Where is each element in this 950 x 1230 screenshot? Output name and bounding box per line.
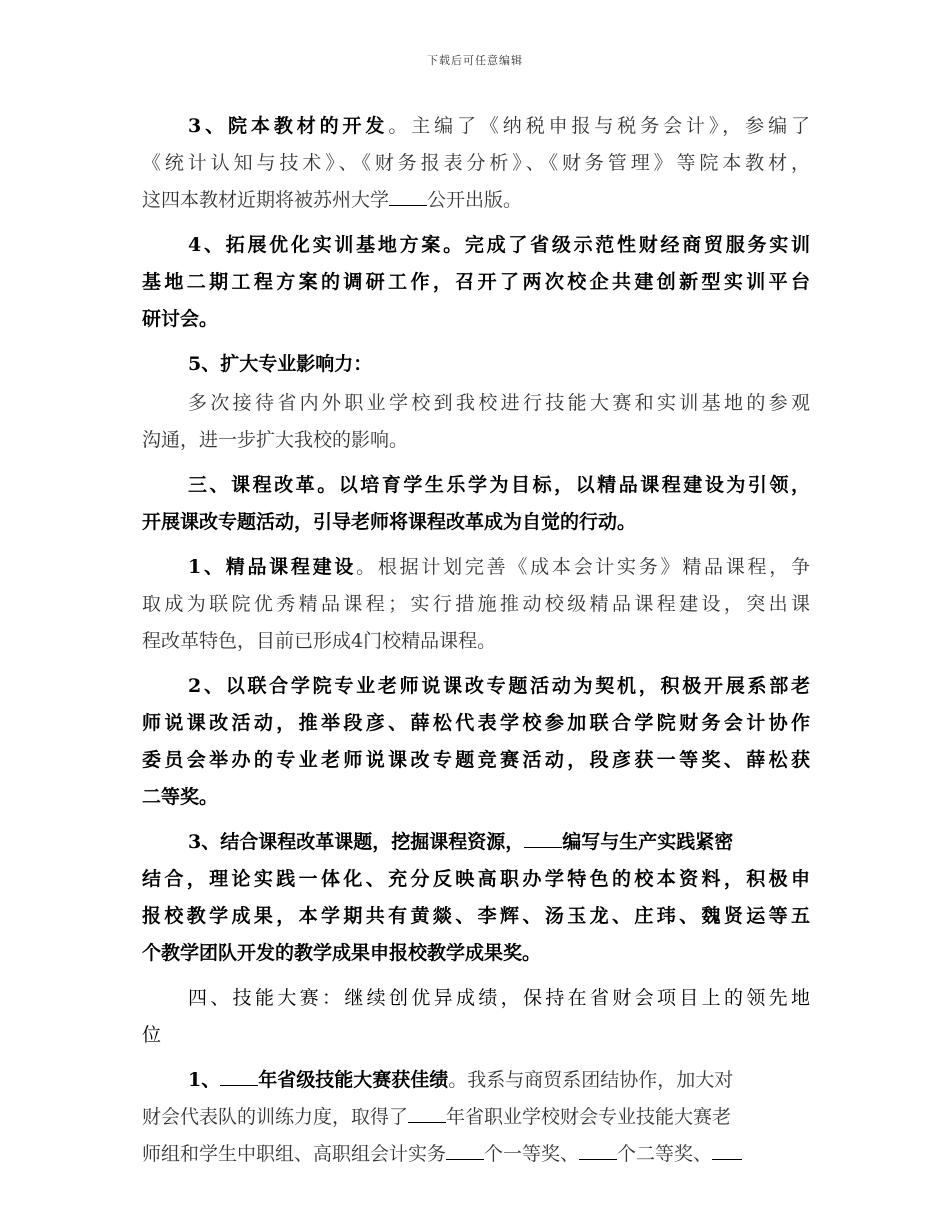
paragraph-training-base-line-1: 4、拓展优化实训基地方案。完成了省级示范性财经商贸服务实训	[188, 234, 810, 256]
paragraph-contest-results-line-2: 财会代表队的训练力度，取得了 年省职业学校财会专业技能大赛老	[142, 1099, 810, 1136]
heading-quality-course: 1、精品课程建设	[188, 556, 357, 578]
paragraph-textbook-line-1: 3、院本教材的开发。主编了《纳税申报与税务会计》，参编了	[188, 115, 810, 137]
paragraph-influence-line-1: 多次接待省内外职业学校到我校进行技能大赛和实训基地的参观	[188, 392, 810, 414]
blank-underline	[524, 825, 562, 848]
paragraph-training-base-line-2: 基地二期工程方案的调研工作，召开了两次校企共建创新型实训平台	[142, 271, 810, 293]
heading-course-reform-line-1: 三、课程改革。以培育学生乐学为目标，以精品课程建设为引领，	[188, 474, 810, 496]
blank-underline	[408, 1100, 446, 1123]
paragraph-lecture-line-1: 2、以联合学院专业老师说课改专题活动为契机，积极开展系部老	[188, 675, 810, 697]
paragraph-resources-line-1: 3、结合课程改革课题，挖掘课程资源， 编写与生产实践紧密	[142, 824, 810, 861]
blank-underline	[712, 1137, 742, 1160]
paragraph-quality-course-line-2: 取成为联院优秀精品课程；实行措施推动校级精品课程建设，突出课	[142, 593, 810, 615]
blank-underline	[446, 1137, 484, 1160]
blank-underline	[389, 183, 427, 206]
heading-skills-contest-line-2: 位	[142, 1024, 162, 1046]
document-body	[142, 108, 810, 1173]
paragraph-lecture-line-3: 委员会举办的专业老师说课改专题竞赛活动，段彦获一等奖、薛松获	[142, 749, 810, 771]
paragraph-textbook-line-2: 《统计认知与技术》、《财务报表分析》、《财务管理》等院本教材，	[142, 152, 810, 174]
paragraph-resources-line-2: 结合，理论实践一体化、充分反映高职办学特色的校本资料，积极申	[142, 868, 810, 890]
paragraph-quality-course-line-3: 程改革特色，目前已形成4门校精品课程。	[142, 630, 497, 652]
paragraph-resources-line-4: 个教学团队开发的教学成果申报校教学成果奖。	[142, 942, 542, 964]
blank-underline	[579, 1137, 617, 1160]
paragraph-textbook-line-3: 这四本教材近期将被苏州大学 公开出版。	[142, 182, 810, 219]
heading-course-reform-line-2: 开展课改专题活动，引导老师将课程改革成为自觉的行动。	[142, 511, 637, 533]
paragraph-training-base-line-3: 研讨会。	[142, 308, 219, 330]
paragraph-influence-line-2: 沟通，进一步扩大我校的影响。	[142, 429, 409, 451]
page-header: 下载后可任意编辑	[427, 54, 523, 67]
paragraph-lecture-line-2: 师说课改活动，推举段彦、薛松代表学校参加联合学院财务会计协作	[142, 712, 810, 734]
heading-textbook: 3、院本教材的开发	[188, 115, 389, 137]
paragraph-contest-results-line-3: 师组和学生中职组、高职组会计实务 个一等奖、 个二等奖、	[142, 1136, 810, 1173]
paragraph-lecture-line-4: 二等奖。	[142, 786, 219, 808]
heading-influence: 5、扩大专业影响力：	[188, 353, 373, 375]
heading-skills-contest-line-1: 四、技能大赛：继续创优异成绩，保持在省财会项目上的领先地	[188, 987, 810, 1009]
paragraph-contest-results-line-1: 1、 年省级技能大赛获佳绩。我系与商贸系团结协作，加大对	[142, 1062, 810, 1099]
blank-underline	[220, 1063, 258, 1086]
paragraph-resources-line-3: 报校教学成果，本学期共有黄燚、李辉、汤玉龙、庄玮、魏贤运等五	[142, 905, 810, 927]
paragraph-quality-course-line-1: 1、精品课程建设。根据计划完善《成本会计实务》精品课程，争	[188, 556, 810, 578]
